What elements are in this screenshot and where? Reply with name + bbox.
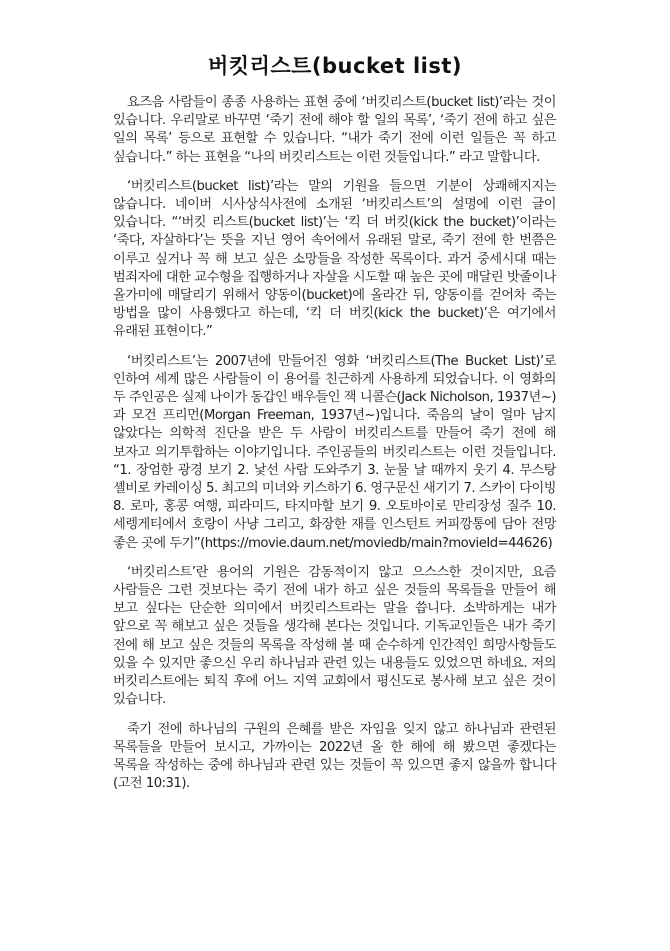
paragraph-movie: ‘버킷리스트’는 2007년에 만들어진 영화 ‘버킷리스트(The Bucket List)’로 인하여 세계 많은 사람들이 이 용어를 친근하게 사용하게 되었습니다. 이 영화의 두 주인공은 실제 나이가 동갑인 배우들인 잭 니콜슨(Jack Nicholson, 1937년~)과 모건 프리먼(Morgan Freeman, 1937년~)입니다. 죽음의 날이 얼마 남지 않았다는 의학적 진단을 받은 두 사람이 버킷리스트를 만들어 죽기 전에 해 보자고 의기투합하는 이야기입니다. 주인공들의 버킷리스트는 이런 것들입니다. “1. 장엄한 광경 보기 2. 낯선 사람 도와주기 3. 눈물 날 때까지 웃기 4. 무스탕 셸비로 카레이싱 5. 최고의 미녀와 키스하기 6. 영구문신 새기기 7. 스카이 다이빙 8. 로마, 홍콩 여행, 피라미드, 타지마할 보기 9. 오토바이로 만리장성 질주 10. 세렝게티에서 호랑이 사냥 그리고, 화장한 재를 인스턴트 커피깡통에 담아 전망 좋은 곳에 두기”(https://movie.daum.net/moviedb/main?movieId=44626) <box>113 353 556 551</box>
article-body <box>113 94 556 804</box>
paragraph-intro: 요즈음 사람들이 종종 사용하는 표현 중에 ‘버킷리스트(bucket list)’라는 것이 있습니다. 우리말로 바꾸면 ‘죽기 전에 해야 할 일의 목록’, ‘죽기 전에 하고 싶은 일의 목록’ 등으로 표현할 수 있습니다. “내가 죽기 전에 이런 일들은 꼭 하고 싶습니다.” 하는 표현을 “나의 버킷리스트는 이런 것들입니다.” 라고 말합니다. <box>113 95 556 165</box>
paragraph-origin: ‘버킷리스트(bucket list)’라는 말의 기원을 들으면 기분이 상쾌해지지는 않습니다. 네이버 시사상식사전에 소개된 ‘버킷리스트’의 설명에 이런 글이 있습니다. “‘버킷 리스트(bucket list)’는 ‘킥 더 버킷(kick the bucket)’이라는 ‘죽다, 자살하다’는 뜻을 지닌 영어 속어에서 유래된 말로, 죽기 전에 한 번쯤은 이루고 싶거나 꼭 해 보고 싶은 소망들을 작성한 목록이다. 과거 중세시대 때는 범죄자에 대한 교수형을 집행하거나 자살을 시도할 때 높은 곳에 매달린 밧줄이나 올가미에 매달리기 위해서 양동이(bucket)에 올라간 뒤, 양동이를 걷어차 죽는 방법을 많이 사용했다고 하는데, ‘킥 더 버킷(kick the bucket)’은 여기에서 유래된 표현이다.” <box>113 178 556 340</box>
page-title: 버킷리스트(bucket list) <box>208 54 462 78</box>
paragraph-meaning: ‘버킷리스트’란 용어의 기원은 감동적이지 않고 으스스한 것이지만, 요즘 사람들은 그런 것보다는 죽기 전에 내가 하고 싶은 것들의 목록들을 만들어 해 보고 싶다는 단순한 의미에서 버킷리스트라는 말을 씁니다. 소박하게는 내가 앞으로 꼭 해보고 싶은 것들을 생각해 본다는 것입니다. 기독교인들은 내가 죽기 전에 해 보고 싶은 것들의 목록을 작성해 볼 때 순수하게 인간적인 희망사항들도 있을 수 있지만 좋으신 우리 하나님과 관련 있는 내용들도 있었으면 하네요. 저의 버킷리스트에는 퇴직 후에 어느 지역 교회에서 평신도로 봉사해 보고 싶은 것이 있습니다. <box>113 564 556 708</box>
paragraph-closing: 죽기 전에 하나님의 구원의 은혜를 받은 자임을 잊지 않고 하나님과 관련된 목록들을 만들어 보시고, 가까이는 2022년 올 한 해에 해 봤으면 좋겠다는 목록을 작성하는 중에 하나님과 관련 있는 것들이 꼭 있으면 좋지 않을까 합니다(고전 10:31). <box>113 721 556 792</box>
